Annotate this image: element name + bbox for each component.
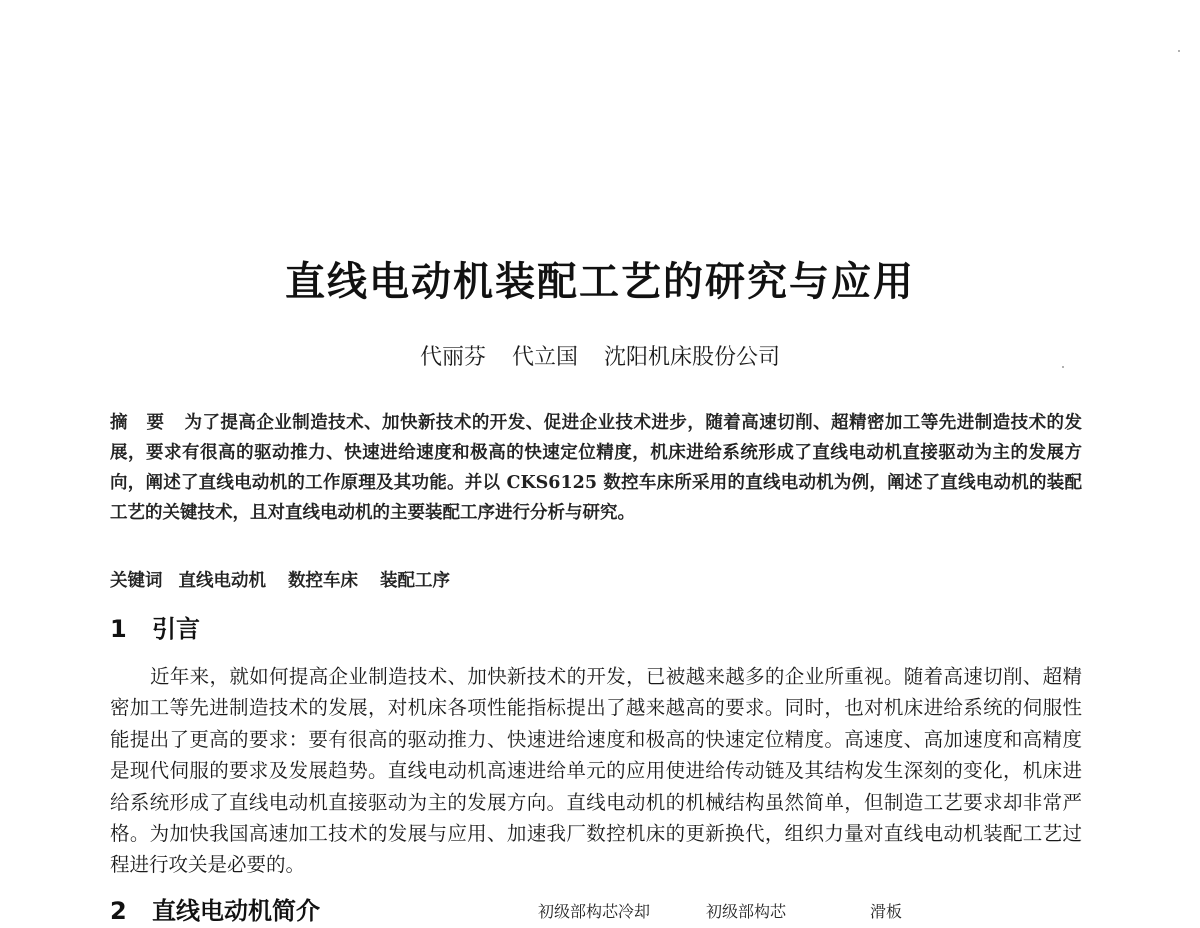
abstract-label: 摘 要 [110,413,171,433]
author-affiliation: 沈阳机床股份公司 [604,345,781,370]
figure-label: 初级部构芯 [706,902,787,921]
author-name: 代立国 [511,345,578,370]
keyword-item: 装配工序 [380,571,450,591]
abstract-text: 为了提高企业制造技术、加快新技术的开发、促进企业技术进步，随着高速切削、超精密加工等先进制造技术的发展，要求有很高的驱动推力、快速进给速度和极高的快速定位精度，机床进给系统形成了直线电动机直接驱动为主的发展方向，阐述了直线电动机的工作原理及其功能。并以 CKS6125 数控车床所采用的直线电动机为例，阐述了直线电动机的装配工艺的关键技术，且对直线电动机的主要装配工序进行分析与研究。 [110,413,1083,523]
figure-label: 滑板 [870,902,903,921]
keywords [110,566,1082,596]
paper-title: 直线电动机装配工艺的研究与应用 [285,259,915,305]
figure-labels [0,900,1200,920]
author-line [0,343,1200,373]
abstract [110,408,1082,528]
section-heading-introduction [110,612,200,646]
keyword-item: 数控车床 [288,571,358,591]
section-title: 引言 [152,615,200,643]
introduction-paragraph: 近年来，就如何提高企业制造技术、加快新技术的开发，已被越来越多的企业所重视。随着高速切削、超精密加工等先进制造技术的发展，对机床各项性能指标提出了越来越高的要求。同时，也对机床进给系统的伺服性能提出了更高的要求：要有很高的驱动推力、快速进给速度和极高的快速定位精度。高速度、高加速度和高精度是现代伺服的要求及发展趋势。直线电动机高速进给单元的应用使进给传动链及其结构发生深刻的变化，机床进给系统形成了直线电动机直接驱动为主的发展方向。直线电动机的机械结构虽然简单，但制造工艺要求却非常严格。为加快我国高速加工技术的发展与应用、加速我厂数控机床的更新换代，组织力量对直线电动机装配工艺过程进行攻关是必要的。 [110,665,1082,877]
section-number: 1 [110,615,127,643]
scan-speck [1062,366,1064,368]
scan-speck [1178,50,1180,52]
author-name: 代丽芬 [419,345,486,370]
keyword-item: 直线电动机 [178,571,266,591]
figure-label: 初级部构芯冷却 [538,902,651,921]
keywords-label: 关键词 [110,571,163,591]
section-number: 2 [110,897,127,925]
section-title: 直线电动机简介 [152,897,320,925]
